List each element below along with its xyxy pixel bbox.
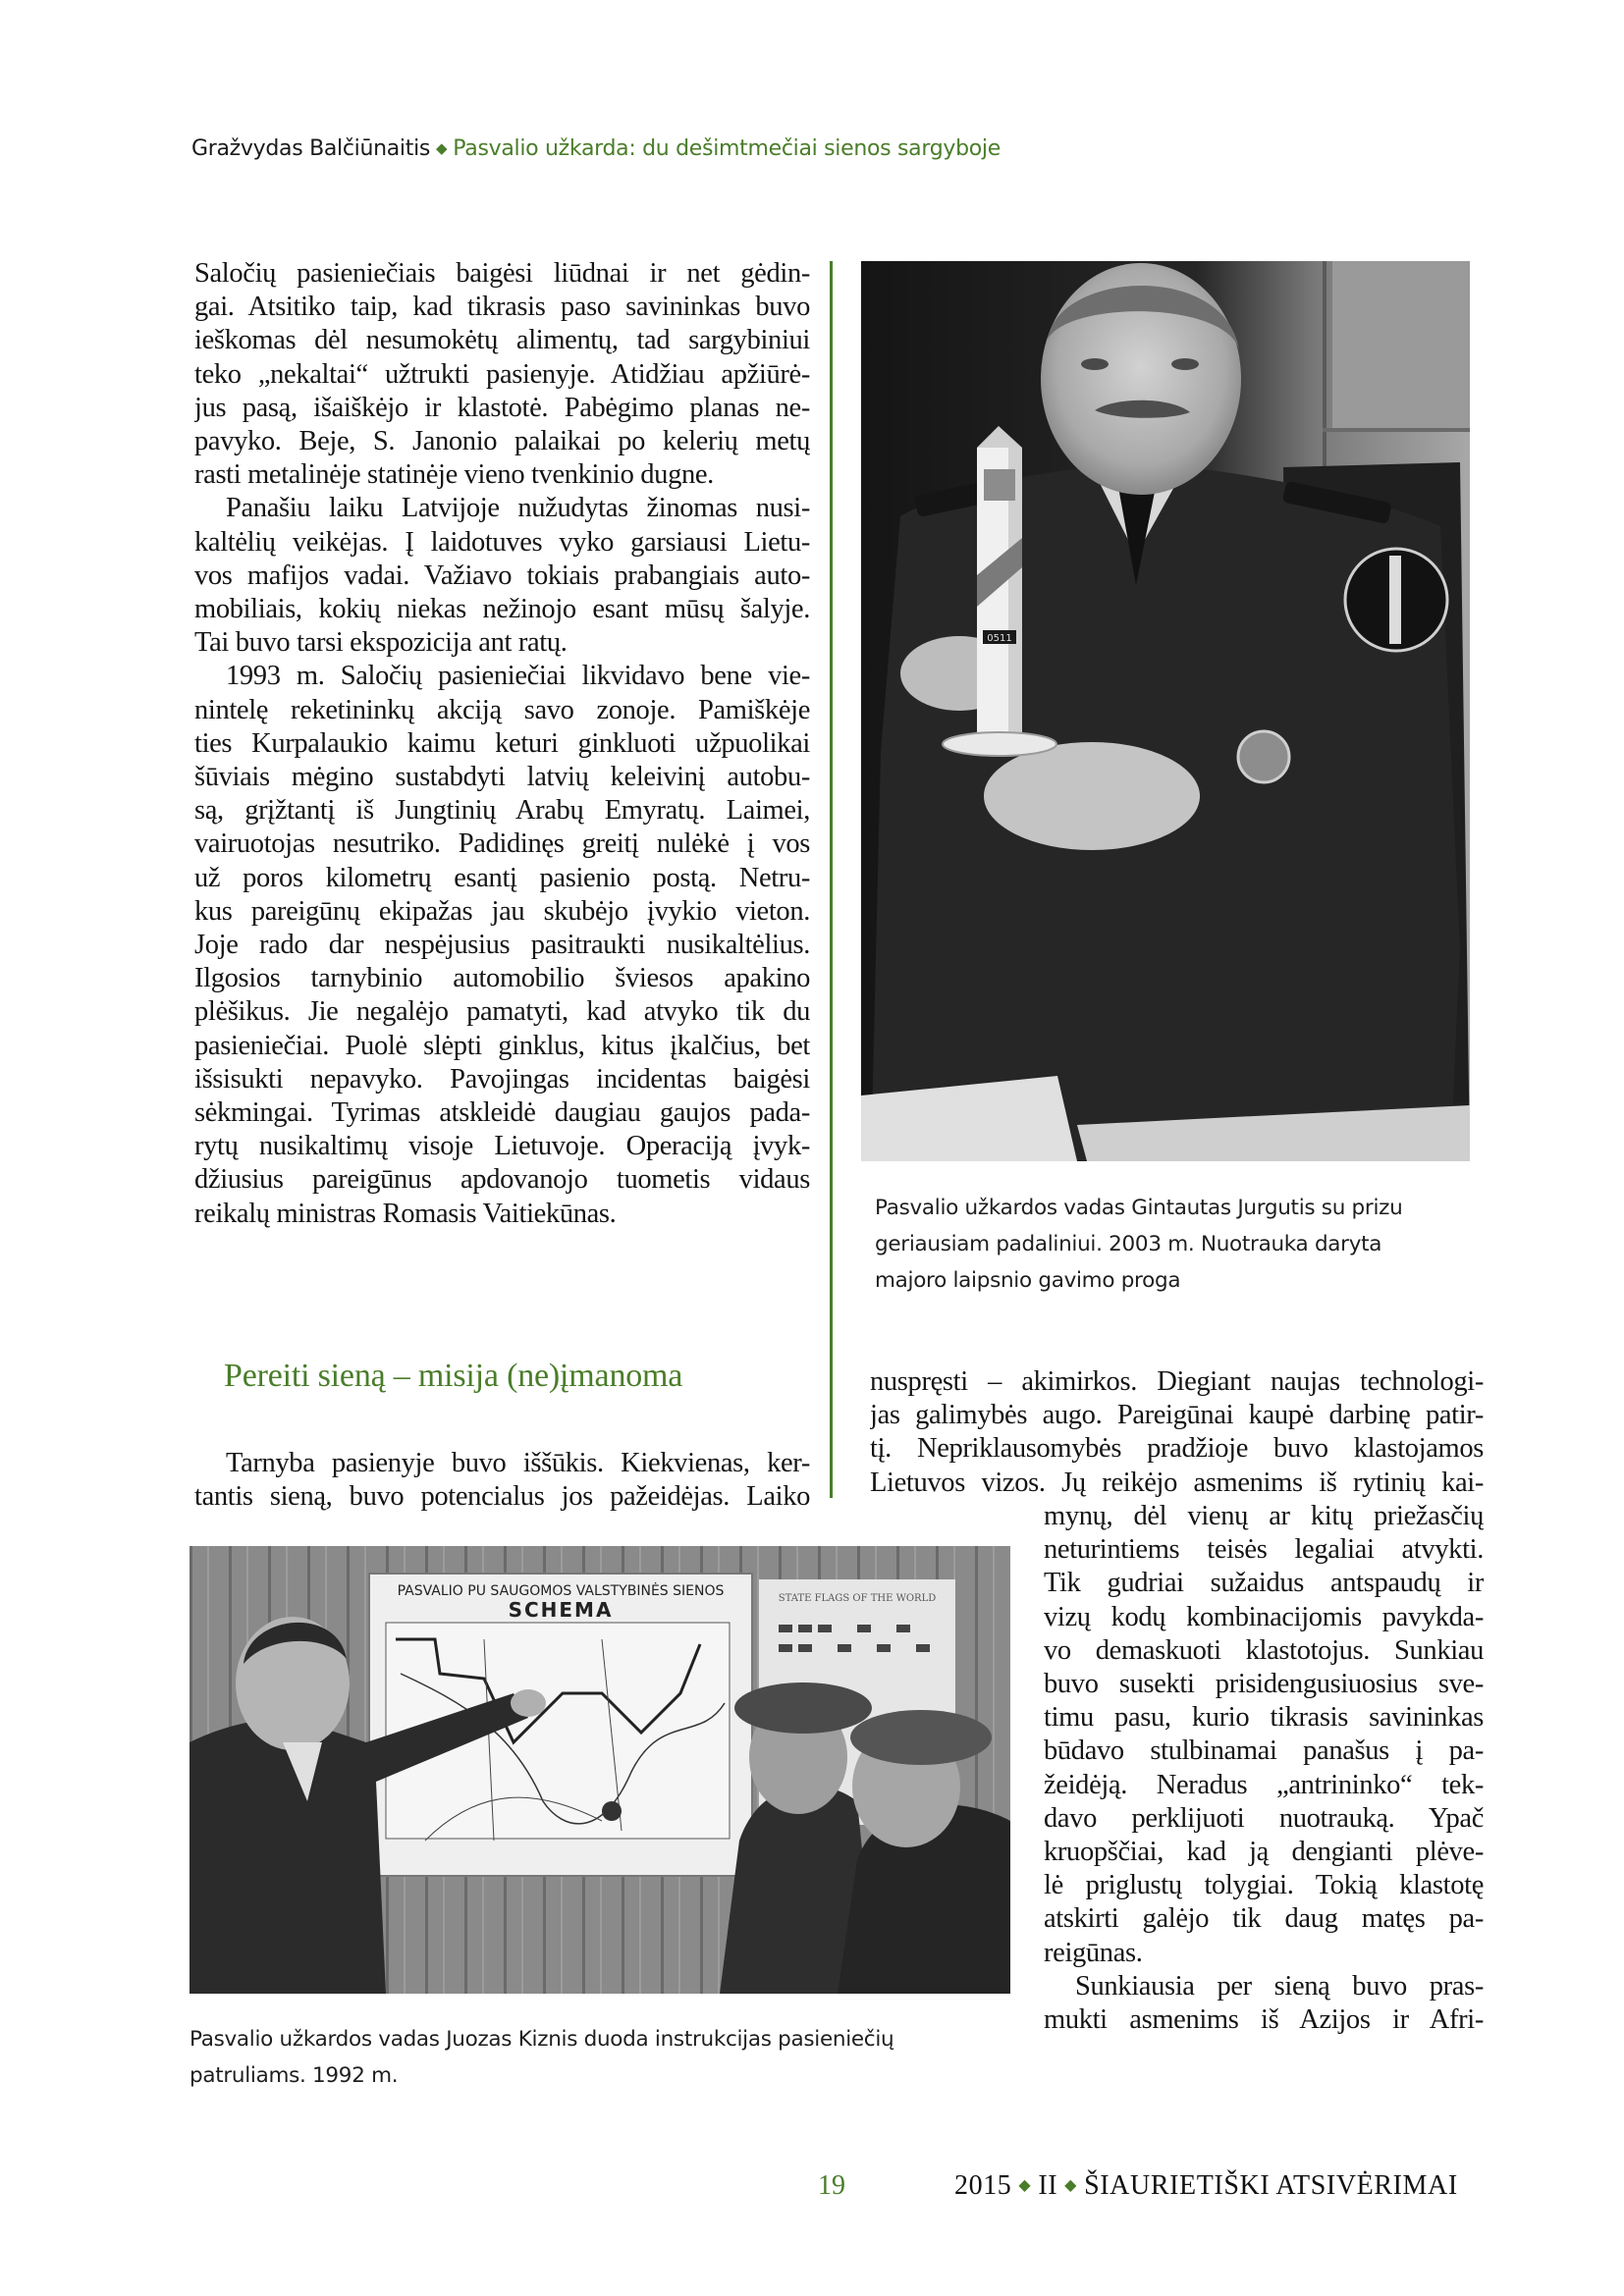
text-line: už poros kilometrų esantį pasienio postą. Netru-	[194, 862, 810, 893]
text-line: 1993 m. Saločių pasieniečiai likvidavo bene vie-	[226, 661, 810, 692]
text-line: išsisukti nepavyko. Pavojingas incidentas baigėsi	[194, 1063, 810, 1095]
diamond-icon: ◆	[1064, 2177, 1078, 2194]
text-line: timu pasu, kurio tikrasis savininkas	[1044, 1702, 1484, 1734]
diamond-icon: ◆	[436, 139, 448, 157]
text-line: atskirti galėjo tik daug matęs pa-	[1044, 1903, 1484, 1935]
text-line: šūviais mėgino sustabdyti latvių keleivinį autobu-	[194, 762, 810, 792]
text-line: buvo susekti prisidengusiuosius sve-	[1044, 1669, 1484, 1699]
caption-line: Pasvalio užkardos vadas Gintautas Jurgutis su prizu	[875, 1196, 1403, 1220]
caption-line: patruliams. 1992 m.	[189, 2063, 399, 2088]
text-line: Tai buvo tarsi ekspozicija ant ratų.	[194, 627, 568, 659]
text-line: kaltėlių veikėjas. Į laidotuves vyko garsiausi Lietu-	[194, 526, 810, 558]
text-line: kus pareigūnų ekipažas jau skubėjo įvykio vieton.	[194, 895, 810, 927]
officer-photo-illustration	[861, 261, 1470, 1161]
text-line: vos mafijos vadai. Važiavo tokiais prabangiais auto-	[194, 560, 810, 591]
caption-line: majoro laipsnio gavimo proga	[875, 1268, 1181, 1293]
issue-year: 2015	[954, 2170, 1012, 2201]
trophy-number: 0511	[987, 633, 1012, 644]
text-line: kruopščiai, kad ją dengianti plėve-	[1044, 1837, 1484, 1867]
text-line: džiusius pareigūnus apdovanojo tuometis vidaus	[194, 1164, 810, 1196]
caption-line: Pasvalio užkardos vadas Juozas Kiznis duoda instrukcijas pasieniečių	[189, 2027, 894, 2052]
issue-number: II	[1038, 2170, 1058, 2201]
text-line: mynų, dėl vienų ar kitų priežasčių	[1044, 1501, 1484, 1531]
text-line: ieškomas dėl nesumokėtų alimentų, tad sargybiniui	[194, 325, 810, 356]
text-line: vizų kodų kombinacijomis pavykda-	[1044, 1601, 1484, 1632]
text-line: tį. Nepriklausomybės pradžioje buvo klastojamos	[870, 1433, 1484, 1465]
photo-commander-at-map	[189, 1546, 1010, 1994]
text-line: rasti metalinėje statinėje vieno tvenkinio dugne.	[194, 459, 714, 491]
article-title: Pasvalio užkarda: du dešimtmečiai sienos sargyboje	[453, 136, 1001, 161]
text-line: plėšikus. Jie negalėjo pamatyti, kad atvyko tik du	[194, 996, 810, 1028]
map-title: PASVALIO PU SAUGOMOS VALSTYBINĖS SIENOS	[397, 1583, 725, 1599]
text-line: būdavo stulbinamai panašus į pa-	[1044, 1735, 1484, 1767]
text-line: davo perklijuoti nuotrauką. Ypač	[1044, 1802, 1484, 1834]
text-line: Saločių pasieniečiais baigėsi liūdnai ir net gėdin-	[194, 258, 810, 289]
text-line: pavyko. Beje, S. Janonio palaikai po kelerių metų	[194, 426, 810, 456]
magazine-title: ŠIAURIETIŠKI ATSIVĖRIMAI	[1084, 2170, 1458, 2201]
running-header	[191, 136, 1001, 161]
text-line: są, grįžtantį iš Jungtinių Arabų Emyratų. Laimei,	[194, 795, 810, 827]
flags-poster-title: STATE FLAGS OF THE WORLD	[778, 1593, 937, 1604]
text-line: rytų nusikaltimų visoje Lietuvoje. Operaciją įvyk-	[194, 1131, 810, 1162]
text-line: Sunkiausia per sieną buvo pras-	[1075, 1970, 1484, 2002]
text-line: Panašiu laiku Latvijoje nužudytas žinomas nusi-	[226, 493, 810, 524]
section-heading: Pereiti sieną – misija (ne)įmanoma	[224, 1358, 683, 1394]
text-line: Tarnyba pasienyje buvo iššūkis. Kiekvienas, ker-	[226, 1448, 810, 1478]
text-line: jus pasą, išaiškėjo ir klastotė. Pabėgimo planas ne-	[194, 392, 810, 423]
text-line: pasieniečiai. Puolė slėpti ginklus, kitus įkalčius, bet	[194, 1030, 810, 1061]
text-line: Ilgosios tarnybinio automobilio šviesos apakino	[194, 963, 810, 994]
text-line: tantis sieną, buvo potencialus jos pažeidėjas. Laiko	[194, 1481, 810, 1513]
map-subtitle: SCHEMA	[508, 1598, 614, 1622]
caption-line: geriausiam padaliniui. 2003 m. Nuotrauka daryta	[875, 1232, 1382, 1256]
magazine-footer	[954, 2170, 1458, 2202]
column-divider	[830, 261, 833, 1498]
text-line: lė priglustų tolygiai. Tokią klastotę	[1044, 1870, 1484, 1901]
author-name: Gražvydas Balčiūnaitis	[191, 136, 431, 161]
text-line: vo demaskuoti klastotojus. Sunkiau	[1044, 1634, 1484, 1666]
photo-officer-with-trophy	[861, 261, 1470, 1161]
text-line: nintelę reketininkų akciją savo zonoje. Pamiškėje	[194, 694, 810, 725]
text-line: reigūnas.	[1044, 1937, 1143, 1968]
diamond-icon: ◆	[1018, 2177, 1032, 2194]
text-line: Lietuvos vizos. Jų reikėjo asmenims iš rytinių kai-	[870, 1467, 1484, 1498]
text-line: vairuotojas nesutriko. Padidinęs greitį nulėkė į vos	[194, 828, 810, 860]
map-briefing-photo-illustration	[189, 1546, 1010, 1994]
text-line: nuspręsti – akimirkos. Diegiant naujas technologi-	[870, 1366, 1484, 1397]
text-line: mobiliais, kokių niekas nežinojo esant mūsų šalyje.	[194, 594, 810, 624]
text-line: Joje rado dar nespėjusius pasitraukti nusikaltėlius.	[194, 930, 810, 960]
text-line: neturintiems teisės legaliai atvykti.	[1044, 1534, 1484, 1566]
page-number: 19	[818, 2170, 845, 2201]
text-line: žeidėją. Neradus „antrininko“ tek-	[1044, 1769, 1484, 1800]
text-line: Tik gudriai sužaidus antspaudų ir	[1044, 1568, 1484, 1599]
text-line: jas galimybės augo. Pareigūnai kaupė darbinę patir-	[870, 1400, 1484, 1431]
text-line: sėkmingai. Tyrimas atskleidė daugiau gaujos pada-	[194, 1097, 810, 1128]
text-line: gai. Atsitiko taip, kad tikrasis paso savininkas buvo	[194, 292, 810, 323]
text-line: mukti asmenims iš Azijos ir Afri-	[1044, 2004, 1484, 2035]
text-line: reikalų ministras Romasis Vaitiekūnas.	[194, 1198, 617, 1229]
text-line: teko „nekaltai“ užtrukti pasienyje. Atidžiau apžiūrė-	[194, 358, 810, 390]
text-line: ties Kurpalaukio kaimu keturi ginkluoti užpuolikai	[194, 727, 810, 759]
